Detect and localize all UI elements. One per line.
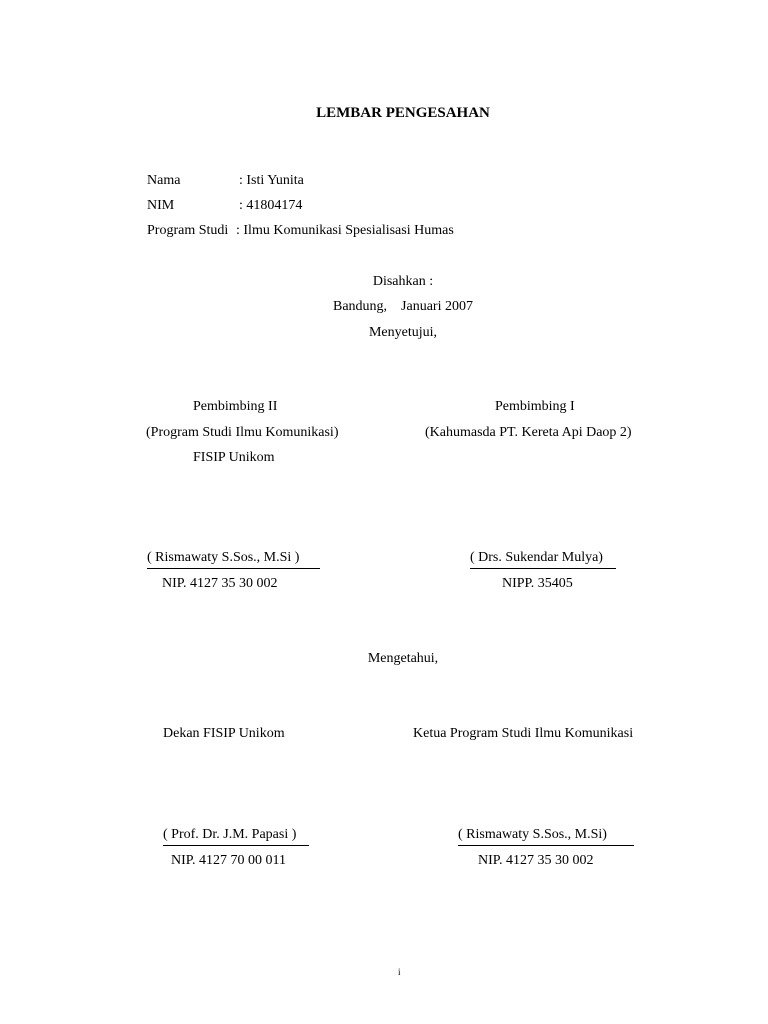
head-of-program-nip: NIP. 4127 35 30 002	[478, 853, 594, 868]
dean-nip: NIP. 4127 70 00 011	[171, 853, 286, 868]
dean-role: Dekan FISIP Unikom	[163, 726, 285, 741]
identity-label-nim: NIM	[147, 198, 175, 213]
supervisor-left-signature-name: ( Rismawaty S.Sos., M.Si )	[147, 551, 320, 569]
supervisor-right-signature-name: ( Drs. Sukendar Mulya)	[470, 551, 616, 569]
supervisor-left-nip: NIP. 4127 35 30 002	[162, 576, 278, 591]
page-title: LEMBAR PENGESAHAN	[316, 105, 490, 121]
identity-value-nama: : Isti Yunita	[239, 173, 304, 188]
place-date: Bandung, Januari 2007	[333, 299, 473, 314]
supervisor-left-affiliation: (Program Studi Ilmu Komunikasi)	[146, 425, 339, 440]
identity-value-nim: : 41804174	[239, 198, 303, 213]
disahkan-label: Disahkan :	[372, 274, 434, 289]
dean-signature-name: ( Prof. Dr. J.M. Papasi )	[163, 828, 309, 846]
head-of-program-role: Ketua Program Studi Ilmu Komunikasi	[413, 726, 634, 741]
identity-label-program-studi: Program Studi	[147, 223, 229, 238]
identity-label-nama: Nama	[147, 173, 181, 188]
menyetujui-label: Menyetujui,	[368, 325, 438, 340]
page-number: i	[398, 967, 401, 977]
supervisor-left-role: Pembimbing II	[193, 399, 278, 414]
supervisor-left-affiliation-faculty: FISIP Unikom	[193, 450, 275, 465]
identity-value-program-studi: : Ilmu Komunikasi Spesialisasi Humas	[236, 223, 454, 238]
supervisor-right-role: Pembimbing I	[495, 399, 575, 414]
supervisor-right-affiliation: (Kahumasda PT. Kereta Api Daop 2)	[425, 425, 632, 440]
supervisor-right-nipp: NIPP. 35405	[502, 576, 573, 591]
mengetahui-label: Mengetahui,	[367, 651, 439, 666]
head-of-program-signature-name: ( Rismawaty S.Sos., M.Si)	[458, 828, 634, 846]
